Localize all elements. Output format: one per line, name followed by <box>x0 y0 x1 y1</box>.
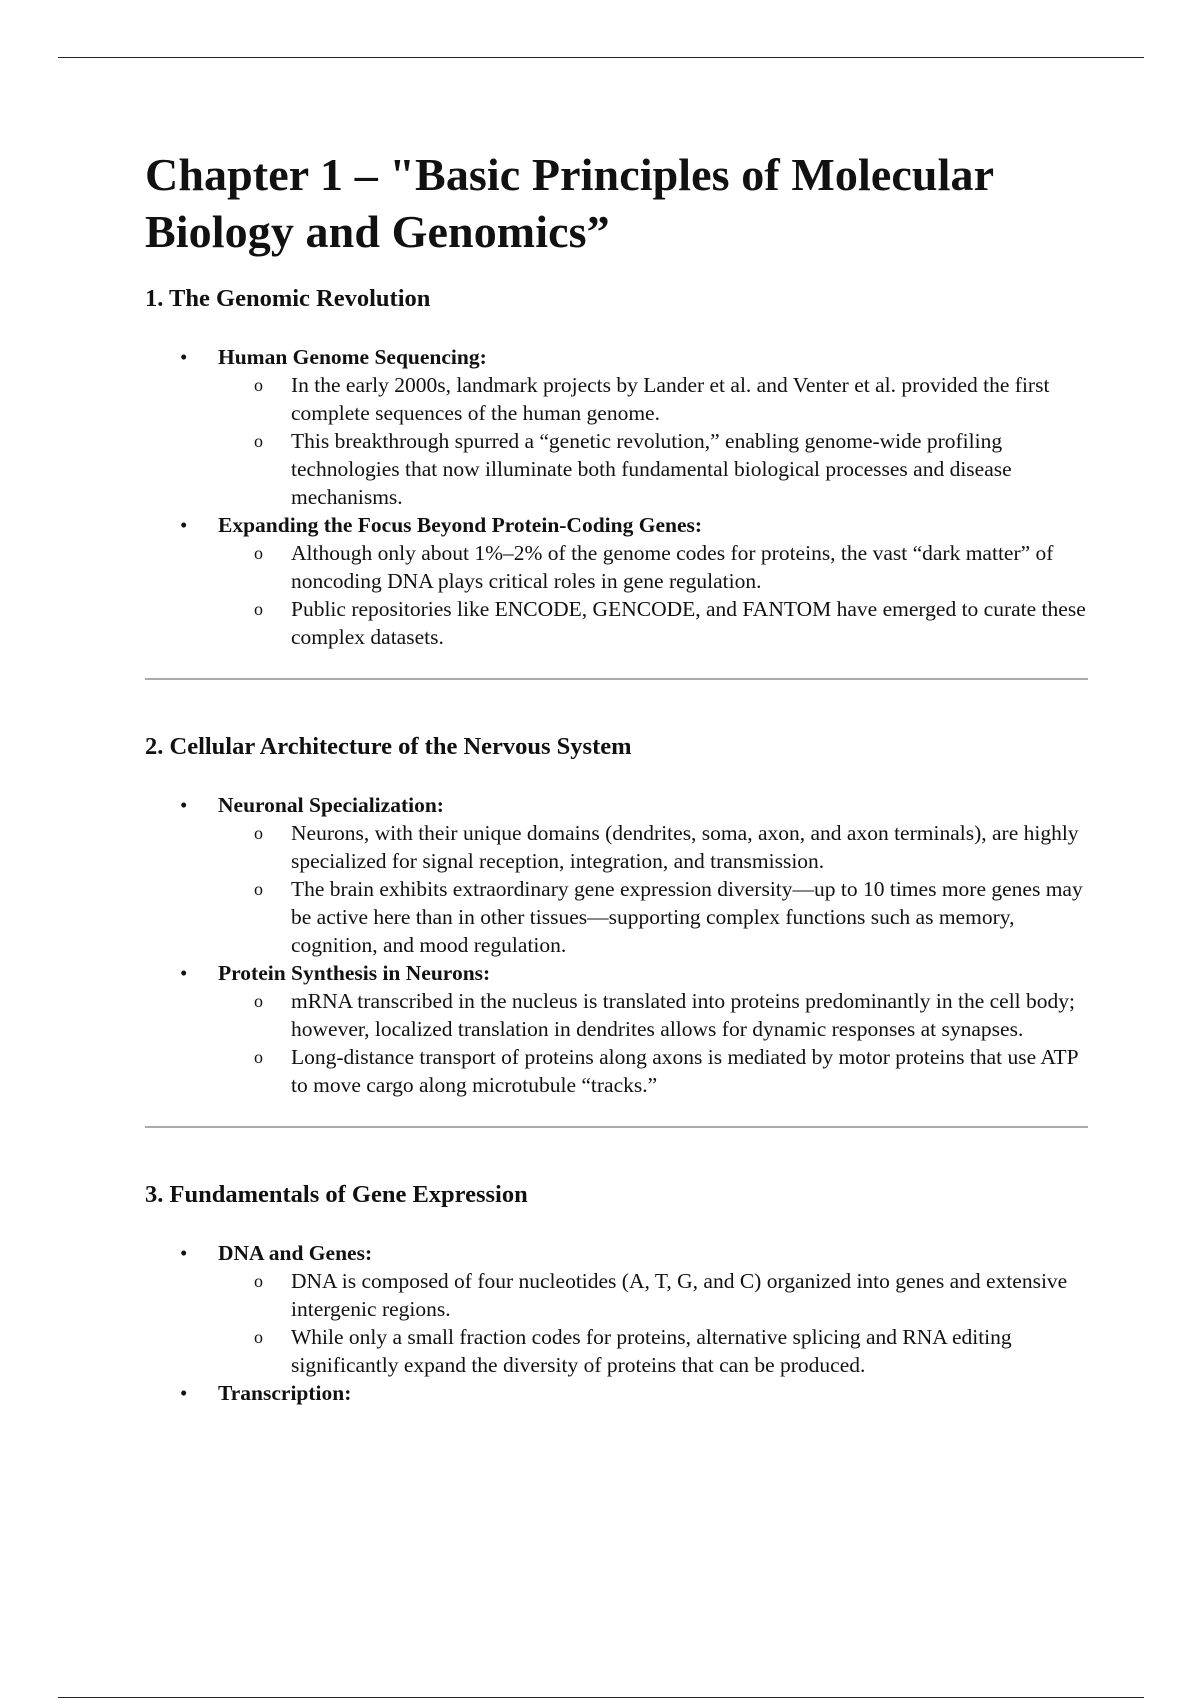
bullet-marker: • <box>180 793 188 817</box>
list-item <box>145 1239 1090 1379</box>
sub-bullet-marker: o <box>254 1327 263 1347</box>
sub-list-item <box>218 819 1090 875</box>
bullet-list <box>145 343 1090 651</box>
sub-bullet-marker: o <box>254 823 263 843</box>
item-title: Human Genome Sequencing: <box>218 345 487 369</box>
section-cellular-architecture <box>145 732 1090 1099</box>
page-top-rule <box>58 57 1144 58</box>
sub-bullet-marker: o <box>254 375 263 395</box>
item-title: Expanding the Focus Beyond Protein-Coding Genes: <box>218 513 703 537</box>
list-item <box>145 1379 1090 1407</box>
sub-list-item <box>218 875 1090 959</box>
item-title: DNA and Genes: <box>218 1241 373 1265</box>
sub-item-text: DNA is composed of four nucleotides (A, T, G, and C) organized into genes and extensive intergenic regions. <box>291 1269 1068 1321</box>
section-gene-expression <box>145 1180 1090 1407</box>
sub-item-text: While only a small fraction codes for proteins, alternative splicing and RNA editing significantly expand the diversity of proteins that can be produced. <box>291 1325 1012 1377</box>
sub-item-text: Public repositories like ENCODE, GENCODE, and FANTOM have emerged to curate these complex datasets. <box>291 597 1086 649</box>
sub-list <box>218 987 1090 1099</box>
bullet-marker: • <box>180 1381 188 1405</box>
sub-bullet-marker: o <box>254 879 263 899</box>
section-heading: 1. The Genomic Revolution <box>145 285 431 312</box>
sub-item-text: This breakthrough spurred a “genetic revolution,” enabling genome-wide profiling technologies that now illuminate both fundamental biological processes and disease mechanisms. <box>291 429 1012 509</box>
item-title: Protein Synthesis in Neurons: <box>218 961 491 985</box>
sub-bullet-marker: o <box>254 991 263 1011</box>
sub-item-text: Neurons, with their unique domains (dendrites, soma, axon, and axon terminals), are highly specialized for signal reception, integration, and transmission. <box>291 821 1079 873</box>
sub-item-text: Long-distance transport of proteins along axons is mediated by motor proteins that use ATP to move cargo along microtubule “tracks.” <box>291 1045 1078 1097</box>
chapter-title: Chapter 1 – "Basic Principles of Molecular Biology and Genomics” <box>145 149 994 257</box>
sub-bullet-marker: o <box>254 431 263 451</box>
section-divider <box>145 678 1088 680</box>
sub-list-item <box>218 371 1090 427</box>
section-genomic-revolution <box>145 284 1090 651</box>
section-heading: 3. Fundamentals of Gene Expression <box>145 1181 528 1208</box>
sub-list <box>218 371 1090 511</box>
item-title: Transcription: <box>218 1381 352 1405</box>
sub-bullet-marker: o <box>254 599 263 619</box>
sub-bullet-marker: o <box>254 1271 263 1291</box>
list-item <box>145 959 1090 1099</box>
sub-list-item <box>218 1043 1090 1099</box>
list-item <box>145 791 1090 959</box>
bullet-marker: • <box>180 345 188 369</box>
sub-item-text: mRNA transcribed in the nucleus is translated into proteins predominantly in the cell body; however, localized translation in dendrites allows for dynamic responses at synapses. <box>291 989 1075 1041</box>
bullet-list <box>145 791 1090 1099</box>
sub-list-item <box>218 1323 1090 1379</box>
sub-list-item <box>218 1267 1090 1323</box>
sub-item-text: Although only about 1%–2% of the genome codes for proteins, the vast “dark matter” of noncoding DNA plays critical roles in gene regulation. <box>291 541 1054 593</box>
sub-bullet-marker: o <box>254 1047 263 1067</box>
item-title: Neuronal Specialization: <box>218 793 444 817</box>
section-divider <box>145 1126 1088 1128</box>
sub-list <box>218 1267 1090 1379</box>
sub-list <box>218 819 1090 959</box>
section-heading: 2. Cellular Architecture of the Nervous System <box>145 733 632 760</box>
sub-list-item <box>218 595 1090 651</box>
sub-item-text: In the early 2000s, landmark projects by Lander et al. and Venter et al. provided the first complete sequences of the human genome. <box>291 373 1050 425</box>
sub-list-item <box>218 427 1090 511</box>
sub-item-text: The brain exhibits extraordinary gene expression diversity—up to 10 times more genes may be active here than in other tissues—supporting complex functions such as memory, cognition, and mood regulation. <box>291 877 1083 957</box>
document-body <box>145 146 1090 1407</box>
bullet-marker: • <box>180 961 188 985</box>
list-item <box>145 511 1090 651</box>
bullet-marker: • <box>180 513 188 537</box>
sub-list-item <box>218 987 1090 1043</box>
bullet-marker: • <box>180 1241 188 1265</box>
bullet-list <box>145 1239 1090 1407</box>
page-bottom-rule <box>58 1697 1144 1698</box>
list-item <box>145 343 1090 511</box>
sub-list <box>218 539 1090 651</box>
sub-list-item <box>218 539 1090 595</box>
sub-bullet-marker: o <box>254 543 263 563</box>
